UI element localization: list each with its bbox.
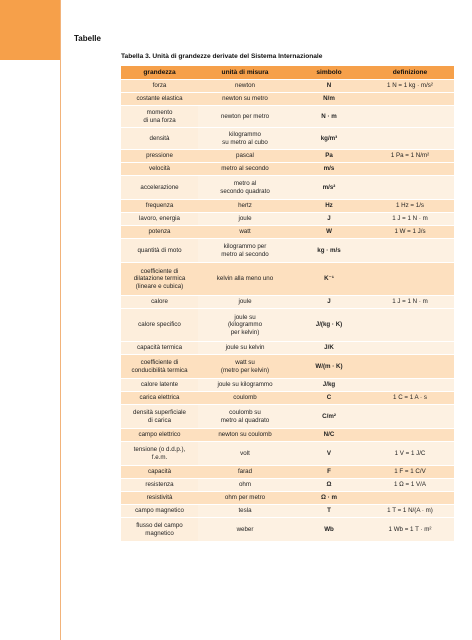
table-row <box>121 106 454 127</box>
cell-simbolo: J/(kg · K) <box>292 309 366 341</box>
cell-unita: weber <box>198 518 292 541</box>
cell-simbolo: Wb <box>292 518 366 541</box>
table-row <box>121 505 454 517</box>
table-body <box>121 80 454 541</box>
cell-grandezza: lavoro, energia <box>121 213 198 225</box>
table-row <box>121 93 454 105</box>
table-row <box>121 163 454 175</box>
cell-simbolo: J <box>292 296 366 308</box>
cell-unita: watt su (metro per kelvin) <box>198 355 292 378</box>
cell-grandezza: calore <box>121 296 198 308</box>
cell-definizione: 1 Wb = 1 T · m² <box>366 518 454 541</box>
table-row <box>121 309 454 341</box>
cell-grandezza: costante elastica <box>121 93 198 105</box>
cell-grandezza: potenza <box>121 226 198 238</box>
cell-simbolo: W/(m · K) <box>292 355 366 378</box>
table-row <box>121 150 454 162</box>
cell-definizione <box>366 309 454 341</box>
cell-grandezza: capacità termica <box>121 342 198 354</box>
table-row <box>121 296 454 308</box>
cell-definizione <box>366 405 454 428</box>
table-header-row <box>121 66 454 79</box>
cell-grandezza: quantità di moto <box>121 239 198 262</box>
cell-simbolo: Ω <box>292 479 366 491</box>
cell-unita: joule su kilogrammo <box>198 379 292 391</box>
cell-definizione <box>366 342 454 354</box>
cell-grandezza: densità <box>121 128 198 149</box>
section-title: Tabelle <box>74 34 101 43</box>
cell-grandezza: coefficiente di conducibilità termica <box>121 355 198 378</box>
cell-definizione: 1 C = 1 A · s <box>366 392 454 404</box>
corner-accent-block <box>0 0 60 60</box>
cell-definizione <box>366 429 454 441</box>
cell-grandezza: carica elettrica <box>121 392 198 404</box>
cell-simbolo: m/s <box>292 163 366 175</box>
cell-definizione: 1 Hz = 1/s <box>366 200 454 212</box>
cell-definizione: 1 J = 1 N · m <box>366 296 454 308</box>
cell-grandezza: velocità <box>121 163 198 175</box>
cell-definizione: 1 Ω = 1 V/A <box>366 479 454 491</box>
table-row <box>121 442 454 465</box>
cell-unita: kelvin alla meno uno <box>198 263 292 295</box>
cell-definizione: 1 Pa = 1 N/m² <box>366 150 454 162</box>
cell-grandezza: pressione <box>121 150 198 162</box>
cell-simbolo: J <box>292 213 366 225</box>
cell-definizione <box>366 128 454 149</box>
cell-definizione <box>366 379 454 391</box>
cell-unita: farad <box>198 466 292 478</box>
cell-unita: newton su metro <box>198 93 292 105</box>
cell-grandezza: calore latente <box>121 379 198 391</box>
cell-simbolo: C/m² <box>292 405 366 428</box>
cell-unita: watt <box>198 226 292 238</box>
cell-grandezza: flusso del campo magnetico <box>121 518 198 541</box>
table-row <box>121 80 454 92</box>
table-row <box>121 518 454 541</box>
cell-simbolo: kg · m/s <box>292 239 366 262</box>
cell-simbolo: N <box>292 80 366 92</box>
cell-unita: joule <box>198 213 292 225</box>
table-row <box>121 263 454 295</box>
column-header-grandezza: grandezza <box>121 66 198 79</box>
cell-definizione <box>366 106 454 127</box>
cell-unita: ohm <box>198 479 292 491</box>
cell-unita: newton su coulomb <box>198 429 292 441</box>
cell-unita: pascal <box>198 150 292 162</box>
cell-grandezza: coefficiente di dilatazione termica (lineare e cubica) <box>121 263 198 295</box>
cell-definizione: 1 V = 1 J/C <box>366 442 454 465</box>
cell-simbolo: Hz <box>292 200 366 212</box>
cell-unita: coulomb su metro al quadrato <box>198 405 292 428</box>
cell-simbolo: kg/m³ <box>292 128 366 149</box>
table-row <box>121 213 454 225</box>
table-row <box>121 479 454 491</box>
table-row <box>121 200 454 212</box>
cell-unita: joule su kelvin <box>198 342 292 354</box>
table-row <box>121 128 454 149</box>
cell-simbolo: J/kg <box>292 379 366 391</box>
table-row <box>121 492 454 504</box>
cell-definizione: 1 J = 1 N · m <box>366 213 454 225</box>
table-row <box>121 405 454 428</box>
cell-grandezza: frequenza <box>121 200 198 212</box>
cell-unita: metro al secondo quadrato <box>198 176 292 199</box>
cell-grandezza: densità superficiale di carica <box>121 405 198 428</box>
cell-simbolo: W <box>292 226 366 238</box>
cell-definizione <box>366 263 454 295</box>
cell-grandezza: momento di una forza <box>121 106 198 127</box>
cell-definizione: 1 W = 1 J/s <box>366 226 454 238</box>
cell-unita: ohm per metro <box>198 492 292 504</box>
cell-definizione <box>366 93 454 105</box>
cell-grandezza: campo magnetico <box>121 505 198 517</box>
cell-unita: newton per metro <box>198 106 292 127</box>
table-row <box>121 429 454 441</box>
column-header-simbolo: simbolo <box>292 66 366 79</box>
cell-simbolo: C <box>292 392 366 404</box>
cell-grandezza: calore specifico <box>121 309 198 341</box>
cell-definizione <box>366 163 454 175</box>
cell-simbolo: V <box>292 442 366 465</box>
margin-rule <box>60 0 61 640</box>
cell-definizione: 1 N = 1 kg · m/s² <box>366 80 454 92</box>
cell-unita: volt <box>198 442 292 465</box>
cell-grandezza: forza <box>121 80 198 92</box>
cell-grandezza: resistenza <box>121 479 198 491</box>
table-row <box>121 392 454 404</box>
cell-definizione: 1 T = 1 N/(A · m) <box>366 505 454 517</box>
cell-grandezza: resistività <box>121 492 198 504</box>
cell-simbolo: T <box>292 505 366 517</box>
cell-grandezza: accelerazione <box>121 176 198 199</box>
table-row <box>121 379 454 391</box>
cell-simbolo: N/m <box>292 93 366 105</box>
cell-unita: tesla <box>198 505 292 517</box>
cell-unita: kilogrammo su metro al cubo <box>198 128 292 149</box>
cell-grandezza: campo elettrico <box>121 429 198 441</box>
column-header-unita: unità di misura <box>198 66 292 79</box>
table-row <box>121 226 454 238</box>
cell-simbolo: F <box>292 466 366 478</box>
cell-simbolo: Pa <box>292 150 366 162</box>
cell-simbolo: Ω · m <box>292 492 366 504</box>
cell-unita: newton <box>198 80 292 92</box>
table-row <box>121 239 454 262</box>
table-row <box>121 176 454 199</box>
cell-simbolo: N · m <box>292 106 366 127</box>
column-header-definizione: definizione <box>366 66 454 79</box>
cell-simbolo: N/C <box>292 429 366 441</box>
cell-definizione: 1 F = 1 C/V <box>366 466 454 478</box>
table-row <box>121 342 454 354</box>
units-table <box>121 65 454 542</box>
cell-definizione <box>366 492 454 504</box>
cell-grandezza: tensione (o d.d.p.), f.e.m. <box>121 442 198 465</box>
cell-simbolo: J/K <box>292 342 366 354</box>
table-row <box>121 355 454 378</box>
cell-unita: metro al secondo <box>198 163 292 175</box>
cell-grandezza: capacità <box>121 466 198 478</box>
table-row <box>121 466 454 478</box>
cell-unita: joule <box>198 296 292 308</box>
cell-definizione <box>366 176 454 199</box>
cell-unita: hertz <box>198 200 292 212</box>
table-caption: Tabella 3. Unità di grandezze derivate del Sistema Internazionale <box>121 53 323 60</box>
cell-unita: coulomb <box>198 392 292 404</box>
cell-simbolo: K⁻¹ <box>292 263 366 295</box>
cell-definizione <box>366 239 454 262</box>
cell-unita: joule su (kilogrammo per kelvin) <box>198 309 292 341</box>
cell-definizione <box>366 355 454 378</box>
cell-unita: kilogrammo per metro al secondo <box>198 239 292 262</box>
cell-simbolo: m/s² <box>292 176 366 199</box>
